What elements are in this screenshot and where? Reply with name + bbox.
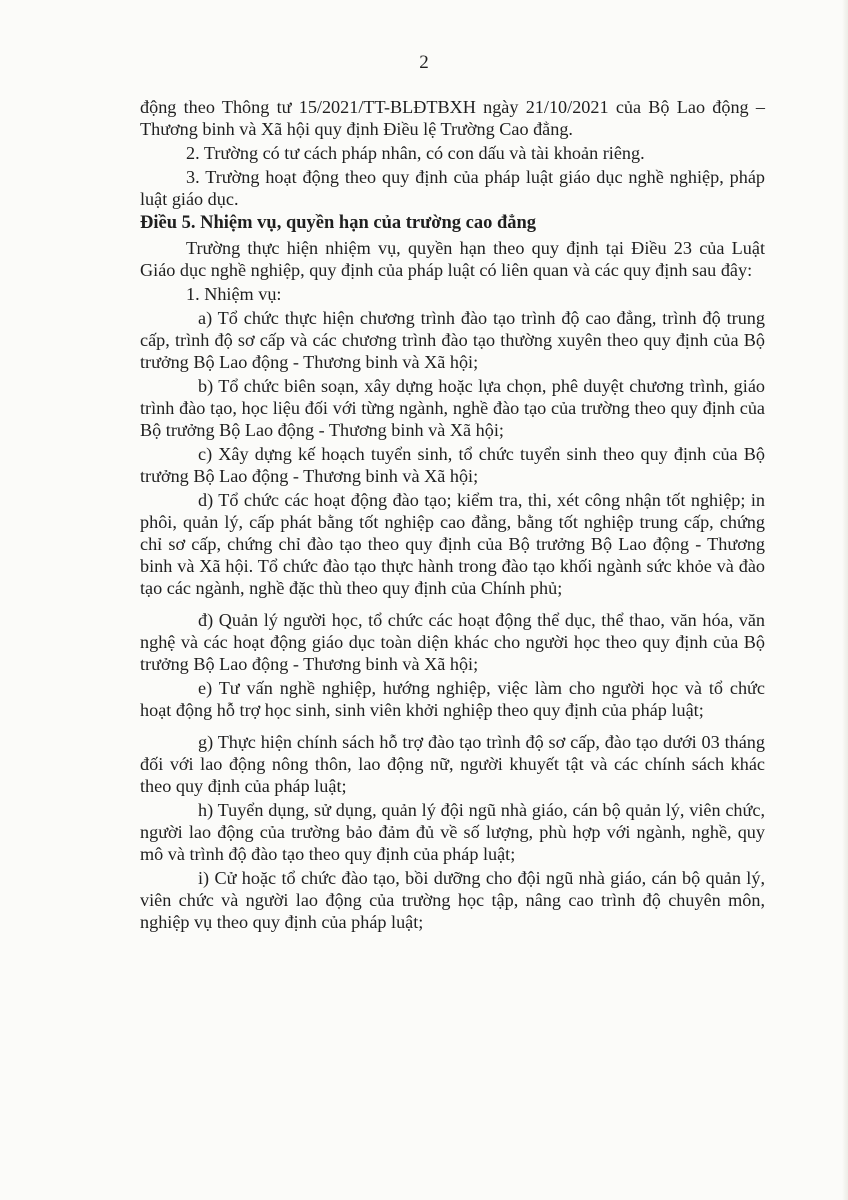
item-c: c) Xây dựng kế hoạch tuyển sinh, tổ chức tuyển sinh theo quy định của Bộ trưởng Bộ Lao động - Thương binh và Xã hội; <box>140 444 765 486</box>
paragraph-clause-2: 2. Trường có tư cách pháp nhân, có con dấu và tài khoản riêng. <box>186 143 645 163</box>
document-body <box>140 96 765 935</box>
section-title: 1. Nhiệm vụ: <box>186 284 282 304</box>
item-h: h) Tuyển dụng, sử dụng, quản lý đội ngũ nhà giáo, cán bộ quản lý, viên chức, người lao động của trường bảo đảm đủ về số lượng, phù hợp với ngành, nghề, quy mô và trình độ đào tạo theo quy định của pháp luật; <box>140 800 765 864</box>
item-b: b) Tổ chức biên soạn, xây dựng hoặc lựa chọn, phê duyệt chương trình, giáo trình đào tạo, học liệu đối với từng ngành, nghề đào tạo của trường theo quy định của Bộ trưởng Bộ Lao động - Thương binh và Xã hội; <box>140 376 765 440</box>
scan-edge-shadow <box>842 0 848 1200</box>
item-e: e) Tư vấn nghề nghiệp, hướng nghiệp, việc làm cho người học và tổ chức hoạt động hỗ trợ học sinh, sinh viên khởi nghiệp theo quy định của pháp luật; <box>140 678 765 720</box>
item-i: i) Cử hoặc tổ chức đào tạo, bồi dưỡng cho đội ngũ nhà giáo, cán bộ quản lý, viên chức và người lao động của trường học tập, nâng cao trình độ chuyên môn, nghiệp vụ theo quy định của pháp luật; <box>140 868 765 932</box>
item-dd: đ) Quản lý người học, tổ chức các hoạt động thể dục, thể thao, văn hóa, văn nghệ và các hoạt động giáo dục toàn diện khác cho người học theo quy định của Bộ trưởng Bộ Lao động - Thương binh và Xã hội; <box>140 610 765 674</box>
item-d: d) Tổ chức các hoạt động đào tạo; kiểm tra, thi, xét công nhận tốt nghiệp; in phôi, quản lý, cấp phát bằng tốt nghiệp cao đẳng, bằng tốt nghiệp trung cấp, chứng chỉ sơ cấp, chứng chỉ đào tạo theo quy định của Bộ trưởng Bộ Lao động - Thương binh và Xã hội. Tổ chức đào tạo thực hành trong đào tạo khối ngành sức khỏe và đào tạo các ngành, nghề đặc thù theo quy định của Chính phủ; <box>140 490 765 598</box>
article-heading: Điều 5. Nhiệm vụ, quyền hạn của trường cao đẳng <box>140 213 537 233</box>
page-number: 2 <box>419 52 429 73</box>
article-lead: Trường thực hiện nhiệm vụ, quyền hạn theo quy định tại Điều 23 của Luật Giáo dục nghề nghiệp, quy định của pháp luật có liên quan và các quy định sau đây: <box>140 238 765 280</box>
item-a: a) Tổ chức thực hiện chương trình đào tạo trình độ cao đẳng, trình độ trung cấp, trình độ sơ cấp và các chương trình đào tạo thường xuyên theo quy định của Bộ trưởng Bộ Lao động - Thương binh và Xã hội; <box>140 308 765 372</box>
item-g: g) Thực hiện chính sách hỗ trợ đào tạo trình độ sơ cấp, đào tạo dưới 03 tháng đối với lao động nông thôn, lao động nữ, người khuyết tật và các chính sách khác theo quy định của pháp luật; <box>140 732 765 796</box>
paragraph-continued: động theo Thông tư 15/2021/TT-BLĐTBXH ngày 21/10/2021 của Bộ Lao động – Thương binh và Xã hội quy định Điều lệ Trường Cao đẳng. <box>140 97 765 139</box>
paragraph-clause-3: 3. Trường hoạt động theo quy định của pháp luật giáo dục nghề nghiệp, pháp luật giáo dục. <box>140 167 765 209</box>
